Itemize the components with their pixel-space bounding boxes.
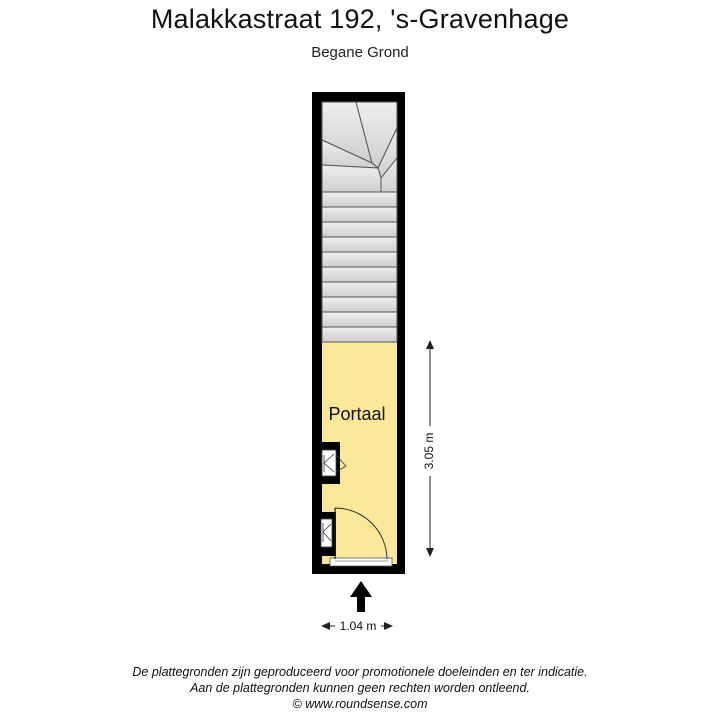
dimension-vertical-label: 3.05 m [422, 432, 437, 470]
dimension-vertical [421, 340, 439, 557]
page-title: Malakkastraat 192, 's-Gravenhage [150, 4, 570, 34]
stair-winder [322, 102, 397, 192]
credit-line [0, 697, 720, 711]
stair-tread [322, 252, 397, 267]
stair-tread [322, 297, 397, 312]
stair-tread [322, 192, 397, 207]
floor-label: Begane Grond [311, 44, 409, 61]
website-link[interactable]: www.roundsense.com [305, 697, 428, 711]
room-label: Portaal [328, 404, 386, 424]
stair-tread [322, 267, 397, 282]
stair-treads [322, 192, 397, 342]
copyright-symbol: © [292, 697, 302, 711]
dimension-horizontal [321, 618, 393, 634]
stair-tread [322, 222, 397, 237]
disclaimer-line-1: De plattegronden zijn geproduceerd voor promotionele doeleinden en ter indicatie. [132, 665, 588, 679]
disclaimer-line-2: Aan de plattegronden kunnen geen rechten worden ontleend. [190, 681, 530, 695]
stair-tread [322, 237, 397, 252]
stair-tread [322, 207, 397, 222]
dimension-horizontal-label: 1.04 m [339, 619, 377, 633]
up-arrow-icon [350, 581, 372, 612]
stair-tread [322, 282, 397, 297]
stair-tread [322, 327, 397, 342]
stair-tread [322, 312, 397, 327]
